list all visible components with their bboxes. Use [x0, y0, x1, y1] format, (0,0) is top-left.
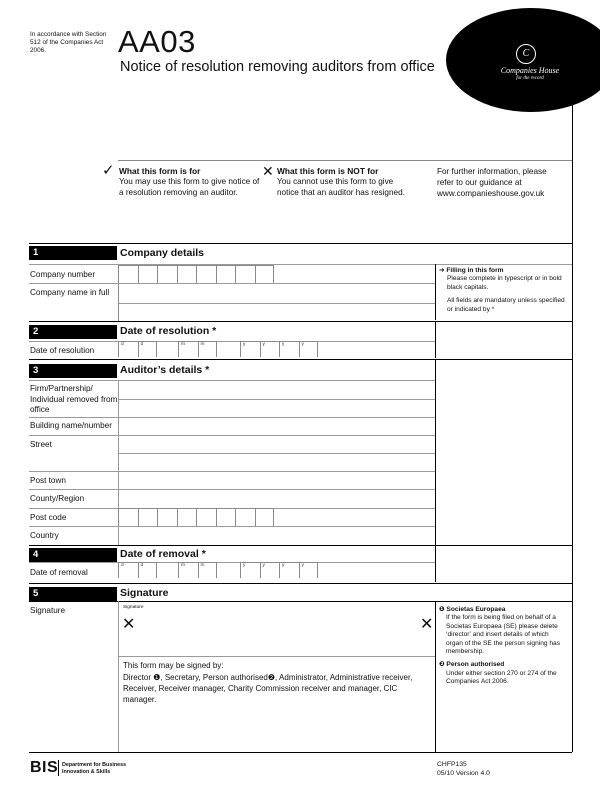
- department-name: Department for Business Innovation & Skills: [62, 762, 127, 775]
- page-right-border: [572, 100, 573, 752]
- removal-month-field[interactable]: m m: [178, 562, 217, 578]
- company-name-field-line2[interactable]: [118, 303, 432, 321]
- societas-europaea-note: ❶ Societas Europaea If the form is being filed on behalf of a Societas Europaea (SE) please delete ‘director’ and insert details of which organ of the SE the person signing has membership. ❷ Person authorised Under either section 270 or 274 of the Companies Act 2006.: [439, 606, 561, 686]
- section-title: Date of removal *: [120, 548, 206, 560]
- post-code-field[interactable]: [118, 508, 274, 526]
- sign-here-cross-icon: ✕: [122, 616, 136, 633]
- company-number-field[interactable]: [118, 265, 274, 283]
- section-number: 5: [29, 587, 117, 601]
- section-number: 4: [29, 548, 117, 562]
- further-info: For further information, please refer to our guidance at www.companieshouse.gov.uk: [437, 167, 547, 198]
- resolution-month-field[interactable]: m m: [178, 341, 217, 357]
- post-town-label: Post town: [30, 476, 66, 485]
- section-title: Auditor’s details *: [120, 364, 210, 376]
- firm-field-line2[interactable]: [119, 400, 435, 418]
- section-number: 2: [29, 325, 117, 339]
- section-number: 1: [29, 246, 117, 260]
- resolution-year-field[interactable]: y y y y: [240, 341, 318, 357]
- sign-here-cross-icon: ✕: [420, 616, 434, 633]
- arrow-icon: ➜: [439, 267, 447, 274]
- bis-logo: BIS: [30, 759, 59, 776]
- company-number-label: Company number: [30, 270, 96, 279]
- removal-year-field[interactable]: y y y y: [240, 562, 318, 578]
- section-title: Date of resolution *: [120, 325, 217, 337]
- company-name-label: Company name in full: [30, 288, 110, 297]
- street-field-line2[interactable]: [119, 454, 435, 472]
- form-title: Notice of resolution removing auditors from office: [120, 59, 435, 75]
- logo-title: Companies House: [500, 66, 560, 75]
- signature-field[interactable]: [119, 602, 435, 656]
- street-label: Street: [30, 440, 52, 449]
- logo-subtitle: for the record: [516, 76, 544, 81]
- county-field[interactable]: [119, 490, 435, 508]
- signers-list: Director ❶, Secretary, Person authorised❷, Administrator, Administrative receiver, Receiver, Receiver manager, Charity Commission receiver and manager, CIC manager.: [123, 673, 413, 704]
- legal-note: In accordance with Section 512 of the Companies Act 2006.: [30, 31, 107, 54]
- filling-note: ➜ Filling in this form Please complete in typescript or in bold black capitals. All fields are mandatory unless specified or indicated by *: [439, 267, 565, 313]
- company-name-field[interactable]: [118, 284, 432, 303]
- is-for-text: You may use this form to give notice of a resolution removing an auditor.: [119, 177, 260, 197]
- post-town-field[interactable]: [119, 472, 435, 490]
- crest-icon: C: [516, 44, 536, 64]
- section-number: 3: [29, 364, 117, 378]
- county-label: County/Region: [30, 494, 85, 503]
- building-field[interactable]: [119, 418, 435, 436]
- firm-label: Firm/Partnership/ Individual removed from office: [30, 384, 118, 414]
- removal-day-field[interactable]: d d: [118, 562, 157, 578]
- date-of-resolution-label: Date of resolution: [30, 346, 95, 355]
- check-icon: ✓: [102, 162, 115, 179]
- section-title: Signature: [120, 587, 169, 599]
- post-code-label: Post code: [30, 513, 67, 522]
- info-top-rule: [118, 160, 572, 161]
- form-code: AA03: [118, 24, 196, 59]
- country-label: Country: [30, 531, 59, 540]
- firm-field[interactable]: [119, 381, 435, 399]
- is-for-heading: What this form is for: [119, 166, 201, 176]
- cross-icon: ✕: [262, 163, 274, 179]
- may-be-signed-by: This form may be signed by:: [123, 661, 224, 670]
- not-for-text: You cannot use this form to give notice that an auditor has resigned.: [277, 177, 405, 197]
- form-version: CHFP135 05/10 Version 4.0: [437, 761, 490, 777]
- signature-label: Signature: [30, 606, 66, 615]
- not-for-heading: What this form is NOT for: [277, 166, 379, 176]
- building-label: Building name/number: [30, 421, 112, 430]
- section-title: Company details: [120, 247, 205, 259]
- resolution-day-field[interactable]: d d: [118, 341, 157, 357]
- signature-small-label: Signature: [123, 605, 144, 610]
- country-field[interactable]: [119, 527, 435, 545]
- date-of-removal-label: Date of removal: [30, 568, 88, 577]
- street-field[interactable]: [119, 436, 435, 454]
